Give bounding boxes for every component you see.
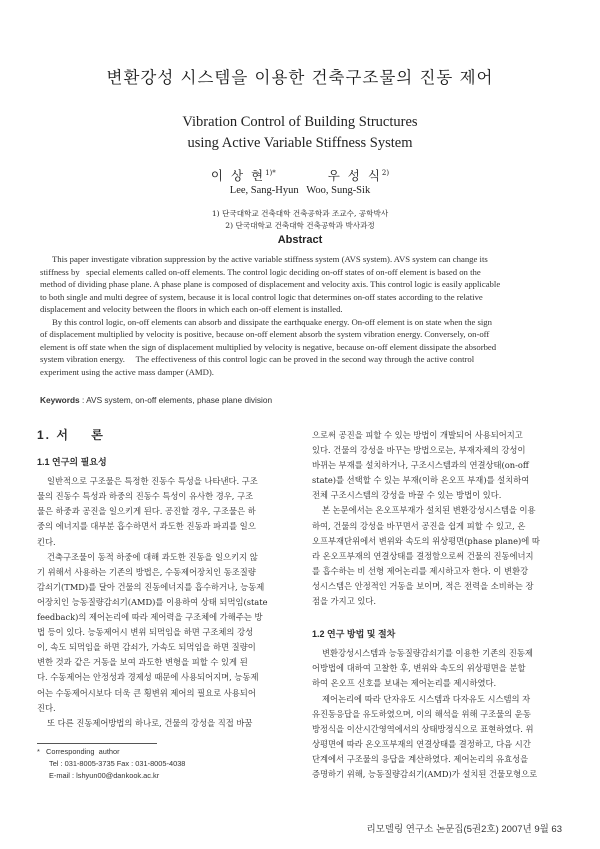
abstract-heading: Abstract: [277, 234, 323, 246]
body-line: 법 등이 있다. 능동제어시 변위 되먹임을 하면 구조체의 강성: [37, 627, 254, 638]
body-line: 건축구조물이 동적 하중에 대해 과도한 진동을 일으키지 않: [47, 551, 258, 562]
footnote-tel: Tel : 031-8005-3735 Fax : 031-8005-4038: [49, 759, 186, 768]
right-column-body-2: [312, 646, 564, 782]
body-line: 전체 구조시스템의 강성을 바꿀 수 있는 방법이 있다.: [312, 490, 502, 501]
body-line: 일반적으로 구조물은 특정한 진동수 특성을 나타낸다. 구조: [47, 476, 258, 487]
keywords-label: Keywords: [40, 395, 80, 405]
body-line: 어장치인 능동질량감쇠기(AMD)를 이용하여 상태 되먹임(state: [37, 596, 268, 607]
body-line: 다. 수동제어는 안정성과 경제성 때문에 사용되어지며, 능동제: [37, 672, 259, 683]
body-line: 있다. 건물의 강성을 바꾸는 방법으로는, 부재자체의 강성이: [312, 445, 526, 456]
title-english-line: Vibration Control of Building Structures: [182, 114, 418, 130]
body-line: 어방법에 대하여 고찰한 후, 변위와 속도의 위상평면을 분할: [312, 663, 526, 674]
body-line: 물의 진동수 특성과 하중의 진동수 특성이 유사한 경우, 구조: [37, 491, 254, 502]
abstract-line: experiment using the active mass damper (AMD).: [40, 366, 214, 377]
footnote: [37, 746, 287, 782]
abstract-line: of displacement multiplied by velocity is positive, because on-off element absorb the system vibration energy. Conversely, on-off: [40, 329, 490, 340]
authors-korean: [0, 166, 600, 184]
body-line: 성시스템은 안정적인 거동을 보이며, 적은 전력을 소비하는 장: [312, 580, 534, 591]
body-line: 중의 에너지를 대부분 흡수하면서 과도한 진동과 파괴를 일으: [37, 521, 256, 532]
abstract-body: [40, 253, 560, 378]
author-1-mark: 1)*: [265, 168, 276, 177]
abstract-line: method of dividing phase plane. A phase plane is composed of displacement and velocity axis. This control logic is easily applicable: [40, 279, 501, 290]
body-line: 변환강성시스템과 능동질량감쇠기를 이용한 기존의 진동제: [322, 648, 533, 659]
author-1-name: 이 상 현: [210, 168, 266, 183]
abstract-line: element is off state when the sign of displacement multiplied by velocity is negative, because on-off element dissipate the absorbed: [40, 341, 497, 352]
abstract-line: stiffness by special elements called on-off elements. The control logic deciding on-off states of on-off element is based on the: [40, 266, 481, 277]
body-line: 본 논문에서는 온오프부재가 설치된 변환강성시스템을 이용: [322, 505, 536, 516]
keywords: [40, 395, 560, 405]
authors-english: Lee, Sang-Hyun Woo, Sung-Sik: [229, 185, 371, 196]
abstract-line: system vibration energy. The effectiveness of this control logic can be proved in the second way through the active control: [40, 354, 475, 365]
abstract-line: to both single and multi degree of system, because it is local control logic that determines on-off states according to the relative: [40, 291, 483, 302]
footnote-email: E-mail : lshyun00@dankook.ac.kr: [49, 771, 160, 780]
left-column-body: [37, 474, 287, 731]
body-line: 이, 속도 되먹임을 하면 감쇠가, 가속도 되먹임을 하면 질량이: [37, 642, 256, 653]
body-line: 를 흡수하는 비 선형 제어논리를 제시하고자 한다. 이 변환강: [312, 565, 529, 576]
body-line: state)를 선택할 수 있는 부재(이하 온오프 부재)를 설치하여: [312, 475, 530, 486]
body-line: 물은 하중과 공진을 일으키게 된다. 공진할 경우, 구조물은 하: [37, 506, 256, 517]
body-line: 하여 온오프 신호를 보내는 제어논리를 제시하였다.: [312, 678, 497, 689]
body-line: 어는 수동제어시보다 더욱 큰 횡변위 제어의 필요로 사용되어: [37, 687, 256, 698]
title-english: [0, 112, 600, 154]
affiliation-1: 1) 단국대학교 건축대학 건축공학과 조교수, 공학박사: [211, 209, 389, 218]
author-2-mark: 2): [381, 168, 390, 177]
footnote-corresponding: * Corresponding author: [37, 747, 120, 756]
abstract-line: This paper investigate vibration suppression by the active variable stiffness system (AVS system). AVS system can change its: [52, 254, 488, 264]
abstract-line: displacement and velocity between the floors in which each on-off element is installed.: [40, 304, 343, 315]
body-line: 기 위해서 사용하는 기존의 방법은, 수동제어장치인 동조질량: [37, 566, 256, 577]
body-line: 변한 것과 같은 거동을 보여 과도한 변형을 피할 수 있게 된: [37, 657, 248, 668]
left-column: [37, 428, 287, 731]
body-line: 방정식을 이산시간영역에서의 상태방정식으로 표현하였다. 위: [312, 723, 534, 734]
affiliations: [0, 208, 600, 232]
author-2-name: 우 성 식: [327, 168, 382, 183]
abstract-line: By this control logic, on-off elements can absorb and dissipate the earthquake energy. On-off element is on state when the sign: [52, 316, 492, 327]
title-korean: 변환강성 시스템을 이용한 건축구조물의 진동 제어: [106, 68, 494, 87]
body-line: 감쇠기(TMD)를 달아 건물의 진동에너지를 흡수하거나, 능동제: [37, 581, 265, 592]
footnote-rule: [37, 743, 157, 744]
body-line: 증명하기 위해, 능동질량감쇠기(AMD)가 설치된 건물모형으로: [312, 768, 538, 779]
affiliation-2: 2) 단국대학교 건축대학 건축공학과 박사과정: [225, 221, 375, 230]
body-line: 킨다.: [37, 536, 56, 547]
body-line: 유진동응답을 유도하였으며, 이의 해석을 위해 구조물의 운동: [312, 708, 531, 719]
body-line: 점을 가지고 있다.: [312, 596, 377, 607]
keywords-text: : AVS system, on-off elements, phase plane division: [79, 395, 273, 405]
body-line: 하여, 건물의 강성을 바꾸면서 공진을 쉽게 피할 수 있고, 온: [312, 520, 526, 531]
body-line: 오프부재단위에서 변위와 속도의 위상평면(phase plane)에 따: [312, 535, 540, 546]
title-english-line: using Active Variable Stiffness System: [187, 135, 413, 151]
page-footer: 리모델링 연구소 논문집(5권2호) 2007년 9월 63: [366, 824, 562, 835]
body-line: 바뀌는 부재를 설치하거나, 구조시스템과의 연결상태(on-off: [312, 460, 529, 471]
body-line: 또 다른 진동제어방법의 하나로, 건물의 강성을 직접 바꿈: [47, 717, 253, 728]
body-line: 라 온오프부재의 연결상태를 결정함으로써 건물의 진동에너지: [312, 550, 534, 561]
body-line: feedback)의 제어논리에 따라 제어력을 구조체에 가해주는 방: [37, 612, 263, 623]
section-1-2-heading: 1.2 연구 방법 및 절차: [312, 629, 396, 640]
right-column-body-1: [312, 428, 564, 609]
right-column: [312, 428, 564, 782]
body-line: 제어논리에 따라 단자유도 시스템과 다자유도 시스템의 자: [322, 693, 531, 704]
section-1-1-heading: 1.1 연구의 필요성: [37, 457, 107, 468]
section-1-heading: 1. 서 론: [37, 428, 105, 442]
body-line: 으로써 공진을 피할 수 있는 방법이 개발되어 사용되어지고: [312, 430, 523, 440]
body-line: 진다.: [37, 702, 56, 713]
body-line: 단계에서 구조물의 응답을 계산하였다. 제어논리의 유효성을: [312, 753, 529, 764]
body-line: 상평면에 따라 온오프부재의 연결상태를 결정하고, 다음 시간: [312, 738, 531, 749]
